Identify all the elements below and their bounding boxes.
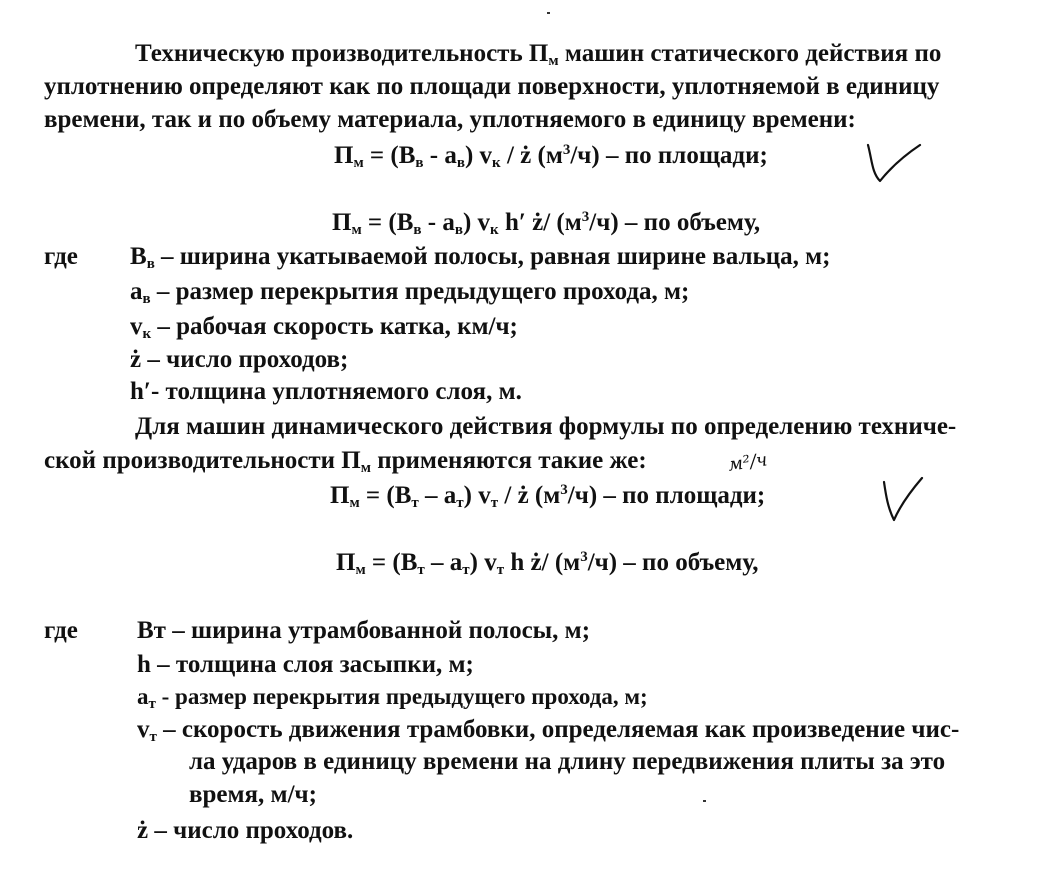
checkmark-icon bbox=[858, 135, 928, 195]
paragraph1-line3: времени, так и по объему материала, уплотняемого в единицу времени: bbox=[44, 106, 856, 133]
scan-speck bbox=[703, 800, 706, 802]
where2-item-continuation: время, м/ч; bbox=[189, 781, 317, 808]
formula-4: $П_м = (В_т - а_т)$ $v_т$ h ż/ $(м^3/ч)$ – по объему, bbox=[336, 549, 759, 578]
where2-item: $v_т$ – скорость движения трамбовки, определяемая как произведение чис- bbox=[137, 716, 960, 745]
where1-item: $а_в$ – размер перекрытия предыдущего прохода, м; bbox=[130, 278, 690, 307]
where1-item: h′- толщина уплотняемого слоя, м. bbox=[130, 378, 522, 405]
checkmark-icon bbox=[876, 472, 936, 532]
formula-3: $П_м = (В_т - а_т)$ $v_т$ / ż $(м^3/ч)$ – по площади; bbox=[330, 482, 766, 511]
paragraph1-line2: уплотнению определяют как по площади поверхности, уплотняемой в единицу bbox=[44, 73, 940, 100]
formula-2: $П_м = (В_в - а_в)$ $v_к$ h′ ż/ $(м^3/ч)$ – по объему, bbox=[332, 209, 761, 238]
where2-item-continuation: ла ударов в единицу времени на длину передвижения плиты за это bbox=[189, 748, 946, 775]
where1-item: $В_в$ – ширина укатываемой полосы, равная ширине вальца, м; bbox=[130, 243, 831, 272]
where2-item: $а_т$ - размер перекрытия предыдущего прохода, м; bbox=[137, 684, 648, 712]
scan-speck bbox=[547, 12, 550, 14]
paragraph2-line2: ской производительности $П_м$ применяются такие же: bbox=[44, 447, 647, 476]
where1-item: $v_к$ – рабочая скорость катка, км/ч; bbox=[130, 313, 518, 342]
paragraph1-line1: Техническую производительность $П_м$ машин статического действия по bbox=[135, 40, 942, 69]
where1-item: ż – число проходов; bbox=[130, 346, 349, 373]
where-label-2: где bbox=[44, 617, 78, 644]
where-label-1: где bbox=[44, 243, 78, 270]
where2-item: ż – число проходов. bbox=[137, 817, 354, 844]
formula-1: $П_м = (В_в - а_в)$ $v_к$ / ż $(м^3/ч)$ – по площади; bbox=[334, 142, 768, 171]
handwritten-note: м²/ч bbox=[726, 449, 769, 476]
paragraph2-line1: Для машин динамического действия формулы по определению техниче- bbox=[135, 413, 957, 440]
where2-item: Вт – ширина утрамбованной полосы, м; bbox=[137, 617, 591, 644]
where2-item: h – толщина слоя засыпки, м; bbox=[137, 651, 474, 678]
